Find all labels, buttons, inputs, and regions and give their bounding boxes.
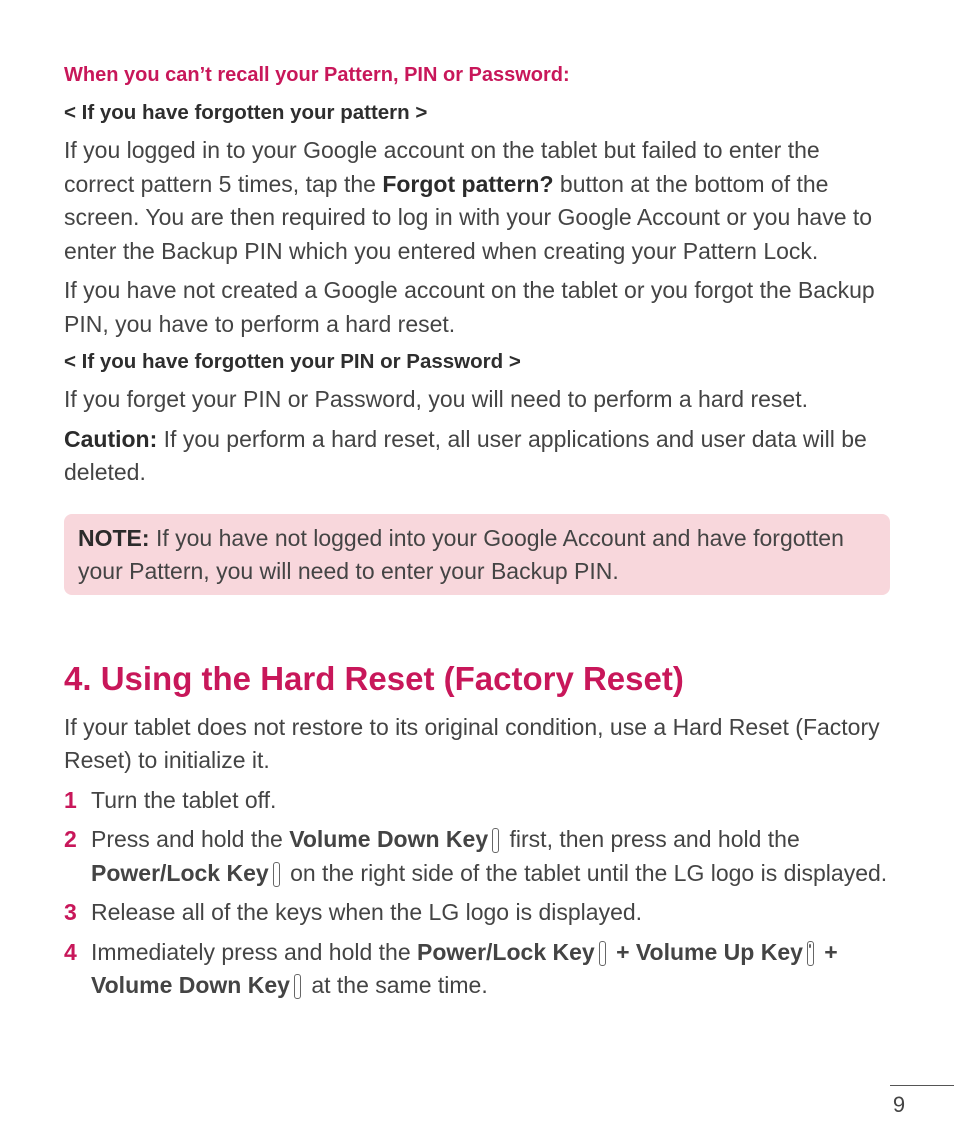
step-4 (64, 936, 890, 1003)
step-text: on the right side of the tablet until the LG logo is displayed. (283, 859, 888, 886)
step-text: first, then press and hold the (503, 826, 800, 852)
manual-page (64, 60, 890, 1009)
step-number: 4 (64, 938, 77, 965)
pattern-subheading: < If you have forgotten your pattern > (64, 101, 428, 124)
hard-reset-title: 4. Using the Hard Reset (Factory Reset) (64, 659, 684, 697)
volume-down-key-icon (492, 828, 499, 853)
footer-divider (890, 1085, 954, 1086)
page-number: 9 (892, 1092, 906, 1117)
step-number: 2 (64, 826, 77, 852)
pin-subheading: < If you have forgotten your PIN or Password > (64, 350, 521, 373)
power-lock-key-term: Power/Lock Key (91, 859, 269, 886)
step-2 (64, 823, 890, 890)
pattern-text-1: If you logged in to your Google account on the tablet but failed to enter the correct pattern 5 times, tap the (64, 137, 820, 197)
power-lock-key-term: Power/Lock Key (417, 938, 595, 965)
volume-down-key-icon (294, 974, 301, 999)
volume-up-key-icon (807, 941, 814, 966)
caution-paragraph (64, 423, 890, 490)
volume-down-key-term: + Volume Down Key (91, 938, 838, 998)
note-text: If you have not logged into your Google Account and have forgotten your Pattern, you will need to enter your Backup PIN. (78, 524, 844, 584)
no-account-paragraph: If you have not created a Google account on the tablet or you forgot the Backup PIN, you have to perform a hard reset. (64, 277, 875, 337)
step-3 (64, 896, 890, 930)
note-box (64, 514, 890, 595)
step-text: Release all of the keys when the LG logo is displayed. (91, 899, 643, 925)
power-lock-key-icon (273, 862, 280, 887)
forgot-pattern-term: Forgot pattern? (382, 170, 554, 197)
volume-down-key-term: Volume Down Key (289, 826, 489, 852)
volume-up-key-term: + Volume Up Key (609, 938, 803, 965)
pattern-text-2: button at the bottom of the screen. You are then required to log in with your Google Account or you have to enter the Backup PIN which you entered when creating your Pattern Lock. (64, 170, 873, 264)
step-number: 3 (64, 899, 77, 925)
step-1 (64, 784, 890, 818)
step-text: at the same time. (304, 972, 488, 998)
step-number: 1 (64, 786, 77, 813)
pattern-paragraph (64, 134, 890, 268)
caution-label: Caution: (64, 425, 158, 452)
note-label: NOTE: (78, 524, 150, 551)
step-text: Turn the tablet off. (91, 786, 277, 813)
step-text: Press and hold the (91, 826, 290, 852)
caution-text: If you perform a hard reset, all user applications and user data will be deleted. (64, 425, 867, 485)
hard-reset-steps (64, 784, 890, 1003)
hard-reset-intro: If your tablet does not restore to its original condition, use a Hard Reset (Factory Reset) to initialize it. (64, 713, 880, 773)
step-text: Immediately press and hold the (91, 938, 418, 965)
recall-heading: When you can’t recall your Pattern, PIN or Password: (64, 64, 570, 86)
power-lock-key-icon (599, 941, 606, 966)
pin-paragraph: If you forget your PIN or Password, you will need to perform a hard reset. (64, 386, 809, 412)
